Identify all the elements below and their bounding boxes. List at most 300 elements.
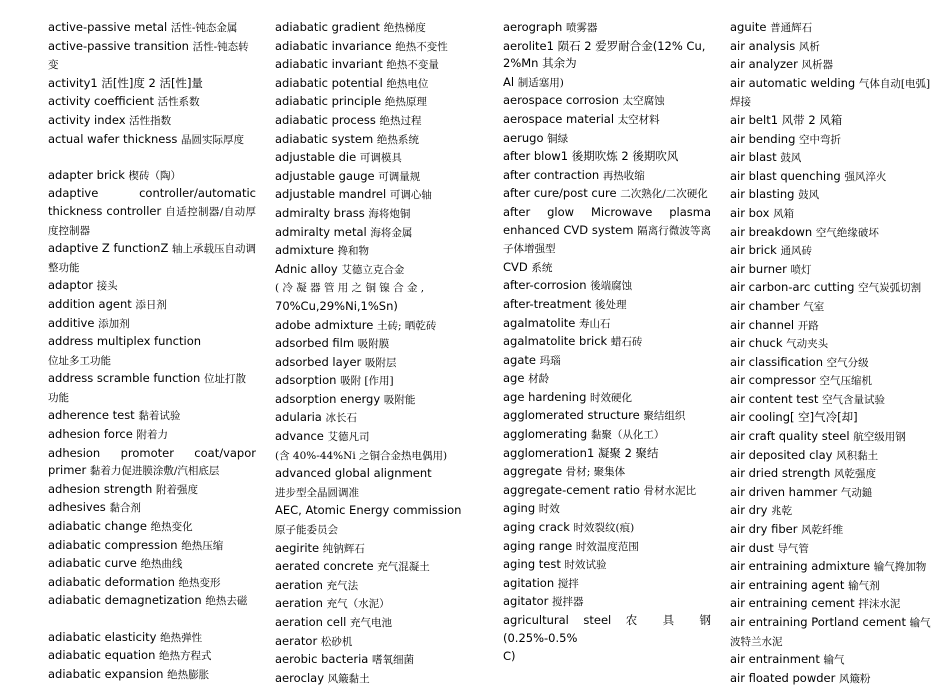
- entry-term: activity index: [48, 112, 126, 127]
- entry-term: aerolite1 陨石 2 爱罗耐合金(12% Cu, 2%Mn 其余为: [503, 38, 706, 71]
- entry-term: aerated concrete: [275, 559, 374, 574]
- entry-term: 70%Cu,29%Ni,1%Sn): [275, 298, 398, 313]
- entry-translation: 搅拌: [557, 577, 579, 590]
- entry-term: agitator: [503, 594, 549, 609]
- entry-term: after contraction: [503, 167, 600, 182]
- entry-term: adiabatic system: [275, 131, 374, 146]
- entry-term: air floated powder: [730, 670, 836, 685]
- entry-term: actual wafer thickness: [48, 131, 178, 146]
- entry-term: adiabatic equation: [48, 648, 156, 663]
- entry-translation: 铜绿: [547, 132, 569, 145]
- glossary-entry: [275, 595, 487, 614]
- glossary-entry: [275, 261, 487, 280]
- entry-translation: 黏合剂: [109, 502, 141, 515]
- entry-term: agitation: [503, 575, 555, 590]
- glossary-entry: [503, 148, 711, 167]
- entry-translation: 绝热去磁: [205, 595, 248, 608]
- entry-term: aeration: [275, 596, 323, 611]
- glossary-entry: [730, 261, 940, 280]
- glossary-entry: [275, 354, 487, 373]
- glossary-entry: [730, 465, 940, 484]
- entry-term: address multiplex function: [48, 334, 202, 349]
- entry-translation: 空气分级: [826, 356, 869, 369]
- entry-translation: 活性系数: [157, 96, 200, 109]
- entry-translation: (含 40%-44%Ni 之铜合金热电偶用): [275, 449, 448, 462]
- entry-translation: 材龄: [528, 373, 550, 386]
- glossary-entry: [275, 372, 487, 391]
- glossary-entry: [730, 558, 940, 577]
- glossary-entry: [503, 185, 711, 204]
- glossary-entry: [275, 391, 487, 410]
- entry-translation: 嗜氧细菌: [372, 654, 414, 667]
- entry-term: active-passive metal: [48, 20, 168, 34]
- entry-translation: 附着强度: [155, 483, 198, 496]
- entry-term: aegirite: [275, 540, 320, 555]
- glossary-entry: [275, 168, 487, 187]
- glossary-entry: [275, 298, 487, 317]
- entry-translation: 活性-钝态金属: [170, 22, 238, 34]
- entry-term: air brick: [730, 243, 777, 258]
- entry-term: air entrainment: [730, 652, 820, 667]
- entry-term: adhesion force: [48, 427, 133, 442]
- entry-term: air analyzer: [730, 57, 798, 72]
- entry-term: agalmatolite brick: [503, 334, 608, 349]
- entry-term: air driven hammer: [730, 484, 838, 499]
- glossary-entry: [730, 484, 940, 503]
- entry-term: aging test: [503, 557, 561, 572]
- entry-term: AEC, Atomic Energy commission: [275, 503, 462, 518]
- entry-term: adiabatic invariance: [275, 38, 392, 53]
- entry-term: air entraining agent: [730, 577, 845, 592]
- entry-translation: 绝热梯度: [383, 22, 426, 34]
- glossary-entry: [48, 75, 256, 94]
- entry-translation: 风簸黏土: [327, 672, 370, 685]
- entry-translation: 搅拌器: [552, 596, 584, 609]
- entry-term: agate: [503, 352, 536, 367]
- entry-translation: 喷雾器: [565, 22, 598, 34]
- glossary-entry: [275, 521, 487, 540]
- glossary-entry: [730, 540, 940, 559]
- glossary-entry: [730, 521, 940, 540]
- entry-term: aguite: [730, 20, 767, 34]
- entry-translation: 黏着力促进膜涂敷/汽相底层: [89, 465, 220, 478]
- entry-term: activity coefficient: [48, 94, 154, 109]
- entry-term: aerograph: [503, 20, 563, 34]
- entry-term: adobe admixture: [275, 317, 374, 332]
- entry-term: adiabatic deformation: [48, 574, 175, 589]
- entry-term: air deposited clay: [730, 447, 833, 462]
- glossary-entry: [275, 279, 487, 298]
- entry-translation: 空中弯折: [799, 133, 842, 146]
- glossary-entry: [48, 93, 256, 112]
- entry-translation: 鼓风: [798, 189, 820, 202]
- entry-translation: 导气管: [777, 542, 809, 555]
- glossary-entry: [48, 426, 256, 445]
- entry-term: air belt1 风带 2 风箱: [730, 112, 843, 127]
- entry-term: aerugo: [503, 130, 544, 145]
- entry-translation: 活性指数: [129, 114, 172, 127]
- entry-term: aeration: [275, 577, 323, 592]
- entry-translation: 聚结组织: [643, 410, 686, 423]
- glossary-entry: [275, 186, 487, 205]
- entry-term: adiabatic potential: [275, 75, 383, 90]
- entry-term: adiabatic invariant: [275, 57, 383, 72]
- glossary-entry: [275, 409, 487, 428]
- entry-term: adsorbed film: [275, 336, 355, 351]
- glossary-entry: [275, 131, 487, 150]
- glossary-entry: [275, 558, 487, 577]
- entry-term: agglomerated structure: [503, 408, 640, 423]
- entry-translation: 添日剂: [135, 298, 167, 311]
- glossary-column-3: [503, 19, 711, 667]
- entry-translation: 可调量规: [378, 170, 421, 183]
- glossary-entry: [730, 595, 940, 614]
- entry-translation: 时效裂纹(痕): [573, 522, 635, 535]
- entry-translation: ( 冷 凝 器 管 用 之 铜 镍 合 金 ,: [275, 282, 425, 295]
- entry-translation: 原子能委员会: [275, 524, 338, 537]
- glossary-entry: [503, 19, 711, 38]
- entry-translation: 後端腐蚀: [590, 280, 633, 293]
- entry-translation: 骨材水泥比: [643, 484, 697, 497]
- entry-translation: 绝热变化: [150, 521, 193, 534]
- glossary-entry: [730, 38, 940, 57]
- entry-term: aging range: [503, 538, 573, 553]
- entry-term: aging crack: [503, 520, 570, 535]
- entry-translation: 海将炮铜: [368, 207, 411, 220]
- entry-translation: 绝热方程式: [159, 650, 212, 663]
- glossary-entry: [48, 629, 256, 648]
- glossary-column-1: [48, 19, 256, 684]
- entry-translation: 冰长石: [325, 412, 358, 425]
- entry-translation: 活性-钝态转变: [48, 40, 249, 72]
- glossary-entry: [48, 555, 256, 574]
- glossary-entry: [730, 186, 940, 205]
- entry-term: aging: [503, 501, 536, 516]
- entry-translation: 轴上承载压自动调整功能: [48, 243, 256, 274]
- entry-term: admiralty metal: [275, 224, 367, 239]
- glossary-entry: [275, 93, 487, 112]
- entry-translation: 绝热过程: [379, 114, 422, 127]
- entry-term: adiabatic process: [275, 112, 376, 127]
- entry-term: adherence test: [48, 408, 135, 423]
- entry-term: admiralty brass: [275, 205, 365, 220]
- glossary-entry: [48, 296, 256, 315]
- entry-term: aerospace material: [503, 111, 615, 126]
- glossary-entry: [275, 428, 487, 447]
- glossary-entry: [730, 75, 940, 112]
- entry-translation: 吸附能: [383, 393, 416, 406]
- entry-translation: 兆乾: [771, 505, 793, 518]
- entry-translation: 时效温度范围: [575, 540, 639, 553]
- entry-translation: 输气: [823, 654, 845, 667]
- glossary-entry: [730, 205, 940, 224]
- entry-translation: 输气波特兰水泥: [730, 617, 931, 648]
- entry-translation: 绝热原理: [384, 96, 427, 109]
- entry-term: agalmatolite: [503, 315, 576, 330]
- entry-term: air content test: [730, 391, 819, 406]
- entry-translation: 风析: [798, 40, 820, 53]
- entry-term: adularia: [275, 410, 322, 425]
- entry-translation: 二次熟化/二次硬化: [620, 188, 708, 201]
- entry-translation: 绝热压缩: [181, 539, 224, 552]
- entry-term: air entraining cement: [730, 596, 855, 611]
- glossary-entry: [48, 445, 256, 481]
- entry-translation: 喷灯: [790, 263, 812, 276]
- glossary-entry: [503, 130, 711, 149]
- entry-term: adiabatic demagnetization: [48, 593, 202, 608]
- glossary-entry: [503, 352, 711, 371]
- glossary-entry: [503, 519, 711, 538]
- glossary-entry: [275, 447, 487, 466]
- glossary-entry: [48, 131, 256, 150]
- entry-term: air dried strength: [730, 466, 831, 481]
- entry-translation: 绝热变形: [178, 576, 221, 589]
- entry-translation: 空气炭弧切割: [858, 282, 922, 295]
- glossary-entry: [275, 38, 487, 57]
- entry-translation: 吸附膜: [357, 338, 390, 351]
- entry-translation: 强风淬火: [844, 170, 887, 183]
- entry-translation: 通风砖: [780, 245, 812, 258]
- glossary-entry: [48, 592, 256, 611]
- entry-term: air blast quenching: [730, 168, 841, 183]
- entry-term: air blast: [730, 150, 777, 165]
- entry-translation: 风乾纤维: [801, 524, 844, 537]
- entry-term: adsorption: [275, 373, 337, 388]
- entry-translation: 气动夹头: [786, 338, 829, 351]
- glossary-entry: [48, 407, 256, 426]
- entry-term: address scramble function: [48, 371, 201, 386]
- glossary-entry: [48, 167, 256, 186]
- entry-term: addition agent: [48, 296, 132, 311]
- entry-term: age hardening: [503, 389, 587, 404]
- entry-term: air channel: [730, 317, 795, 332]
- entry-term: air dry: [730, 503, 768, 518]
- glossary-entry: [48, 647, 256, 666]
- glossary-entry: [275, 540, 487, 559]
- entry-term: age: [503, 371, 525, 386]
- glossary-entry: [275, 465, 487, 484]
- entry-translation: 附着力: [136, 429, 168, 442]
- entry-translation: 寿山石: [579, 317, 611, 330]
- entry-translation: 风箱: [773, 207, 795, 220]
- entry-term: agglomeration1 凝聚 2 聚结: [503, 445, 659, 460]
- entry-translation: 接头: [96, 280, 118, 293]
- glossary-entry: [48, 240, 256, 277]
- entry-term: air burner: [730, 261, 787, 276]
- glossary-entry: [503, 500, 711, 519]
- glossary-entry: [730, 56, 940, 75]
- glossary-entry: [503, 389, 711, 408]
- entry-term: adhesives: [48, 500, 106, 515]
- glossary-entry: [503, 74, 711, 93]
- entry-term: agricultural steel 农 具 钢 (0.25%-0.5%: [503, 613, 711, 645]
- entry-translation: 输气搀加物: [873, 561, 927, 574]
- glossary-entry: [48, 277, 256, 296]
- entry-term: adaptive controller/automatic thickness controller: [48, 186, 256, 218]
- entry-term: after glow Microwave plasma enhanced CVD system: [503, 204, 711, 237]
- entry-term: adsorbed layer: [275, 354, 362, 369]
- entry-translation: 风积黏土: [836, 449, 879, 462]
- glossary-entry: [503, 538, 711, 557]
- entry-translation: 绝热电位: [386, 77, 429, 90]
- entry-translation: 绝热系统: [376, 133, 419, 146]
- glossary-entry: [503, 445, 711, 464]
- entry-term: adaptor: [48, 278, 93, 293]
- entry-term: air entraining admixture: [730, 559, 871, 574]
- entry-term: aerospace corrosion: [503, 93, 619, 108]
- glossary-entry: [48, 19, 256, 38]
- entry-translation: 玛瑙: [539, 354, 561, 367]
- entry-term: adhesion promoter coat/vapor primer: [48, 445, 256, 478]
- glossary-entry: [48, 574, 256, 593]
- glossary-entry: [275, 112, 487, 131]
- glossary-entry: [503, 648, 711, 667]
- entry-translation: 艾德凡司: [327, 431, 370, 444]
- glossary-entry: [730, 577, 940, 596]
- entry-translation: 自适控制器/自动厚度控制器: [48, 205, 256, 237]
- entry-term: air cooling[ 空]气冷[却]: [730, 410, 858, 425]
- glossary-entry: [275, 484, 487, 503]
- entry-translation: 绝热弹性: [160, 631, 203, 644]
- glossary-entry: [275, 633, 487, 652]
- glossary-entry: [730, 670, 940, 688]
- glossary-entry: [48, 352, 256, 371]
- glossary-entry: [275, 317, 487, 336]
- entry-translation: 开路: [797, 319, 819, 332]
- entry-term: air dust: [730, 540, 774, 555]
- entry-translation: 位址打散功能: [48, 373, 246, 404]
- glossary-column-4: [730, 19, 940, 688]
- glossary-entry: [503, 259, 711, 278]
- glossary-entry: [275, 670, 487, 688]
- entry-term: adiabatic expansion: [48, 666, 164, 681]
- entry-translation: 再热收缩: [602, 169, 645, 182]
- entry-term: activity1 活[性]度 2 活[性]量: [48, 75, 203, 90]
- entry-term: after blow1 後期吹炼 2 後期吹风: [503, 149, 679, 164]
- entry-term: adapter brick: [48, 167, 125, 182]
- glossary-entry: [503, 333, 711, 352]
- glossary-entry: [275, 651, 487, 670]
- entry-translation: 绝热膨胀: [167, 668, 210, 681]
- entry-translation: 绝热不变性: [395, 40, 448, 53]
- glossary-entry: [48, 666, 256, 685]
- entry-translation: 风簸粉: [839, 672, 871, 685]
- glossary-entry: [503, 575, 711, 594]
- entry-term: C): [503, 649, 516, 664]
- entry-translation: 航空级用钢: [853, 431, 906, 444]
- glossary-entry: [48, 481, 256, 500]
- glossary-entry: [503, 593, 711, 612]
- entry-term: air entraining Portland cement: [730, 615, 906, 629]
- entry-translation: 位址多工功能: [48, 354, 111, 367]
- entry-term: adsorption energy: [275, 391, 381, 406]
- entry-term: additive: [48, 315, 95, 330]
- glossary-entry: [730, 335, 940, 354]
- entry-spacer: [48, 149, 256, 167]
- glossary-entry: [275, 56, 487, 75]
- glossary-entry: [48, 370, 256, 407]
- entry-translation: 太空材料: [617, 113, 660, 126]
- entry-term: air chuck: [730, 336, 783, 351]
- glossary-entry: [48, 185, 256, 240]
- entry-translation: 松砂机: [320, 635, 353, 648]
- glossary-entry: [730, 317, 940, 336]
- entry-term: aerobic bacteria: [275, 652, 369, 667]
- glossary-entry: [730, 224, 940, 243]
- entry-translation: 时效试验: [564, 559, 607, 572]
- entry-translation: 楔砖（陶）: [128, 169, 182, 182]
- glossary-entry: [730, 614, 940, 651]
- glossary-entry: [503, 407, 711, 426]
- entry-translation: 黏着试验: [138, 410, 181, 423]
- glossary-entry: [503, 111, 711, 130]
- glossary-entry: [503, 482, 711, 501]
- glossary-entry: [503, 370, 711, 389]
- entry-term: advance: [275, 429, 324, 444]
- entry-term: adiabatic gradient: [275, 20, 381, 34]
- entry-term: air carbon-arc cutting: [730, 280, 855, 295]
- entry-translation: 普通辉石: [770, 22, 813, 34]
- entry-term: after cure/post cure: [503, 186, 617, 201]
- entry-spacer: [48, 611, 256, 629]
- entry-term: aeration cell: [275, 615, 347, 629]
- entry-translation: 空气压缩机: [819, 375, 872, 388]
- entry-translation: 风析器: [801, 59, 834, 72]
- entry-term: adiabatic elasticity: [48, 629, 157, 644]
- glossary-entry: [275, 614, 487, 633]
- entry-term: aerator: [275, 633, 318, 648]
- glossary-entry: [730, 372, 940, 391]
- entry-term: Adnic alloy: [275, 261, 338, 276]
- glossary-entry: [730, 447, 940, 466]
- glossary-entry: [503, 38, 711, 74]
- entry-term: air bending: [730, 131, 796, 146]
- entry-translation: 可调心轴: [389, 189, 432, 202]
- glossary-entry: [730, 428, 940, 447]
- entry-term: air chamber: [730, 298, 800, 313]
- glossary-entry: [275, 242, 487, 261]
- entry-translation: 蜡石砖: [610, 336, 643, 349]
- entry-translation: 可调模具: [359, 152, 402, 165]
- entry-translation: 空气绝缘破坏: [815, 226, 879, 239]
- entry-term: air classification: [730, 354, 824, 369]
- glossary-entry: [730, 112, 940, 131]
- entry-translation: 土砖; 晒乾砖: [376, 319, 437, 332]
- entry-term: air breakdown: [730, 224, 813, 239]
- glossary-entry: [730, 502, 940, 521]
- entry-translation: 纯钠辉石: [322, 542, 365, 555]
- entry-term: adiabatic compression: [48, 537, 178, 552]
- entry-term: adjustable die: [275, 150, 357, 165]
- glossary-entry: [275, 75, 487, 94]
- entry-term: adaptive Z functionZ: [48, 241, 169, 256]
- entry-translation: 海将金属: [370, 226, 413, 239]
- entry-term: aggregate-cement ratio: [503, 482, 640, 497]
- entry-translation: 後处理: [594, 298, 627, 311]
- entry-translation: 制适塞用): [517, 76, 564, 89]
- glossary-entry: [48, 518, 256, 537]
- glossary-entry: [275, 19, 487, 38]
- glossary-entry: [48, 333, 256, 352]
- glossary-entry: [275, 335, 487, 354]
- entry-translation: 气室: [803, 300, 825, 313]
- glossary-entry: [730, 149, 940, 168]
- entry-translation: 搀和物: [337, 245, 370, 258]
- glossary-entry: [503, 612, 711, 648]
- glossary-entry: [503, 426, 711, 445]
- entry-term: advanced global alignment: [275, 466, 432, 481]
- entry-term: adjustable gauge: [275, 168, 375, 183]
